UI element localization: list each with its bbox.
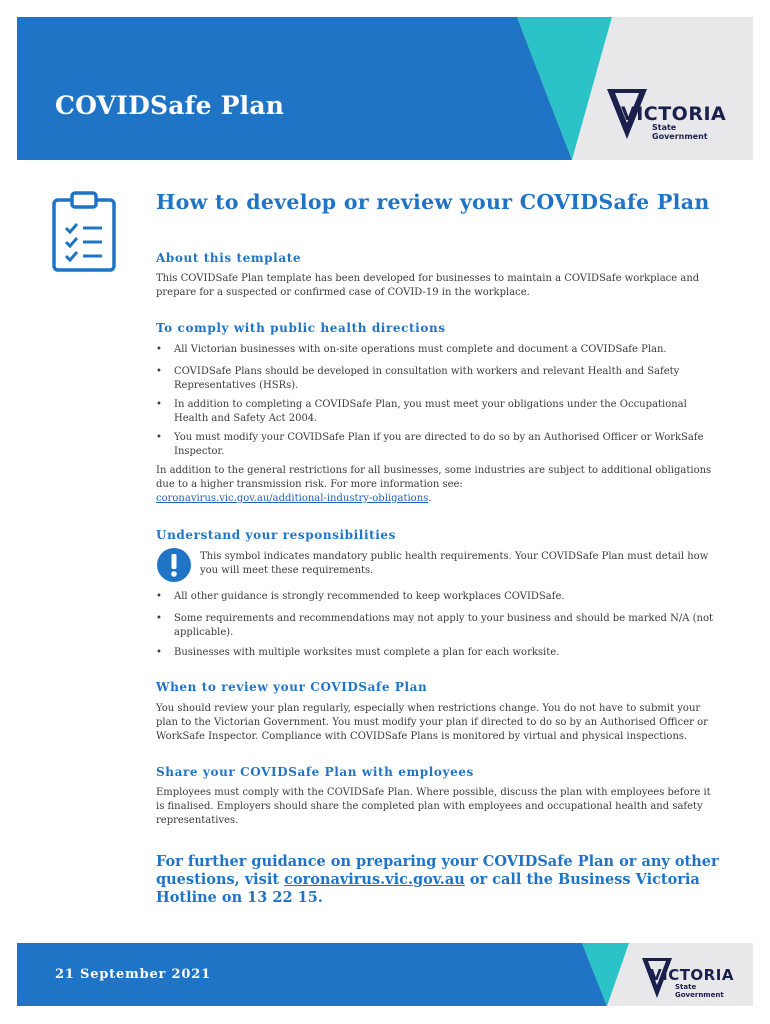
further-guidance-callout: For further guidance on preparing your COVIDSafe Plan or any other questions, visit coronavirus.vic.gov.au or call the Business Victoria Hotline on 13 22 15. bbox=[156, 853, 719, 906]
page-title: How to develop or review your COVIDSafe Plan bbox=[156, 190, 710, 214]
review-text: You should review your plan regularly, especially when restrictions change. You do not have to submit your plan to the Victorian Government. You must modify your plan if directed to do so by an Authorised Officer or WorkSafe Inspector. Compliance with COVIDSafe Plans is monitored by virtual and physical inspections. bbox=[156, 703, 708, 742]
publication-date: 21 September 2021 bbox=[55, 967, 211, 982]
clipboard-checklist-icon bbox=[50, 190, 118, 274]
share-text: Employees must comply with the COVIDSafe Plan. Where possible, discuss the plan with employees before it is finalised. Employers should share the completed plan with employees and occupational health and safety representatives. bbox=[156, 787, 711, 826]
victoria-state-government-logo: VICTORIA State Government bbox=[642, 958, 752, 1003]
bullet-icon: • bbox=[156, 591, 162, 602]
about-heading: About this template bbox=[156, 251, 302, 265]
responsibilities-heading: Understand your responsibilities bbox=[156, 528, 397, 542]
bullet-icon: • bbox=[156, 647, 162, 658]
header-banner bbox=[17, 17, 753, 160]
bullet-icon: • bbox=[156, 613, 162, 624]
share-heading: Share your COVIDSafe Plan with employees bbox=[156, 765, 474, 779]
additional-industry-obligations-link[interactable]: coronavirus.vic.gov.au/additional-industry-obligations bbox=[156, 493, 429, 504]
about-text: This COVIDSafe Plan template has been developed for businesses to maintain a COVIDSafe workplace and prepare for a suspected or confirmed case of COVID-19 in the workplace. bbox=[156, 273, 700, 298]
bullet-icon: • bbox=[156, 399, 162, 410]
comply-heading: To comply with public health directions bbox=[156, 321, 446, 335]
additional-obligations-text: In addition to the general restrictions for all businesses, some industries are subject to additional obligations due to a higher transmission risk. For more information see: coronavirus.vic.gov.au/additional-industry-obligations. bbox=[156, 465, 712, 504]
main-content-heading bbox=[156, 190, 726, 214]
review-heading: When to review your COVIDSafe Plan bbox=[156, 680, 428, 694]
exclamation-icon bbox=[156, 547, 192, 583]
document-title: COVIDSafe Plan bbox=[55, 91, 285, 120]
bullet-icon: • bbox=[156, 344, 162, 355]
bullet-icon: • bbox=[156, 366, 162, 377]
bullet-icon: • bbox=[156, 432, 162, 443]
coronavirus-vic-link[interactable]: coronavirus.vic.gov.au bbox=[284, 871, 465, 888]
victoria-state-government-logo: VICTORIA State Government bbox=[607, 89, 717, 144]
footer-banner bbox=[17, 943, 753, 1006]
mandatory-requirements-note: This symbol indicates mandatory public health requirements. Your COVIDSafe Plan must detail how you will meet these requirements. bbox=[200, 551, 709, 576]
